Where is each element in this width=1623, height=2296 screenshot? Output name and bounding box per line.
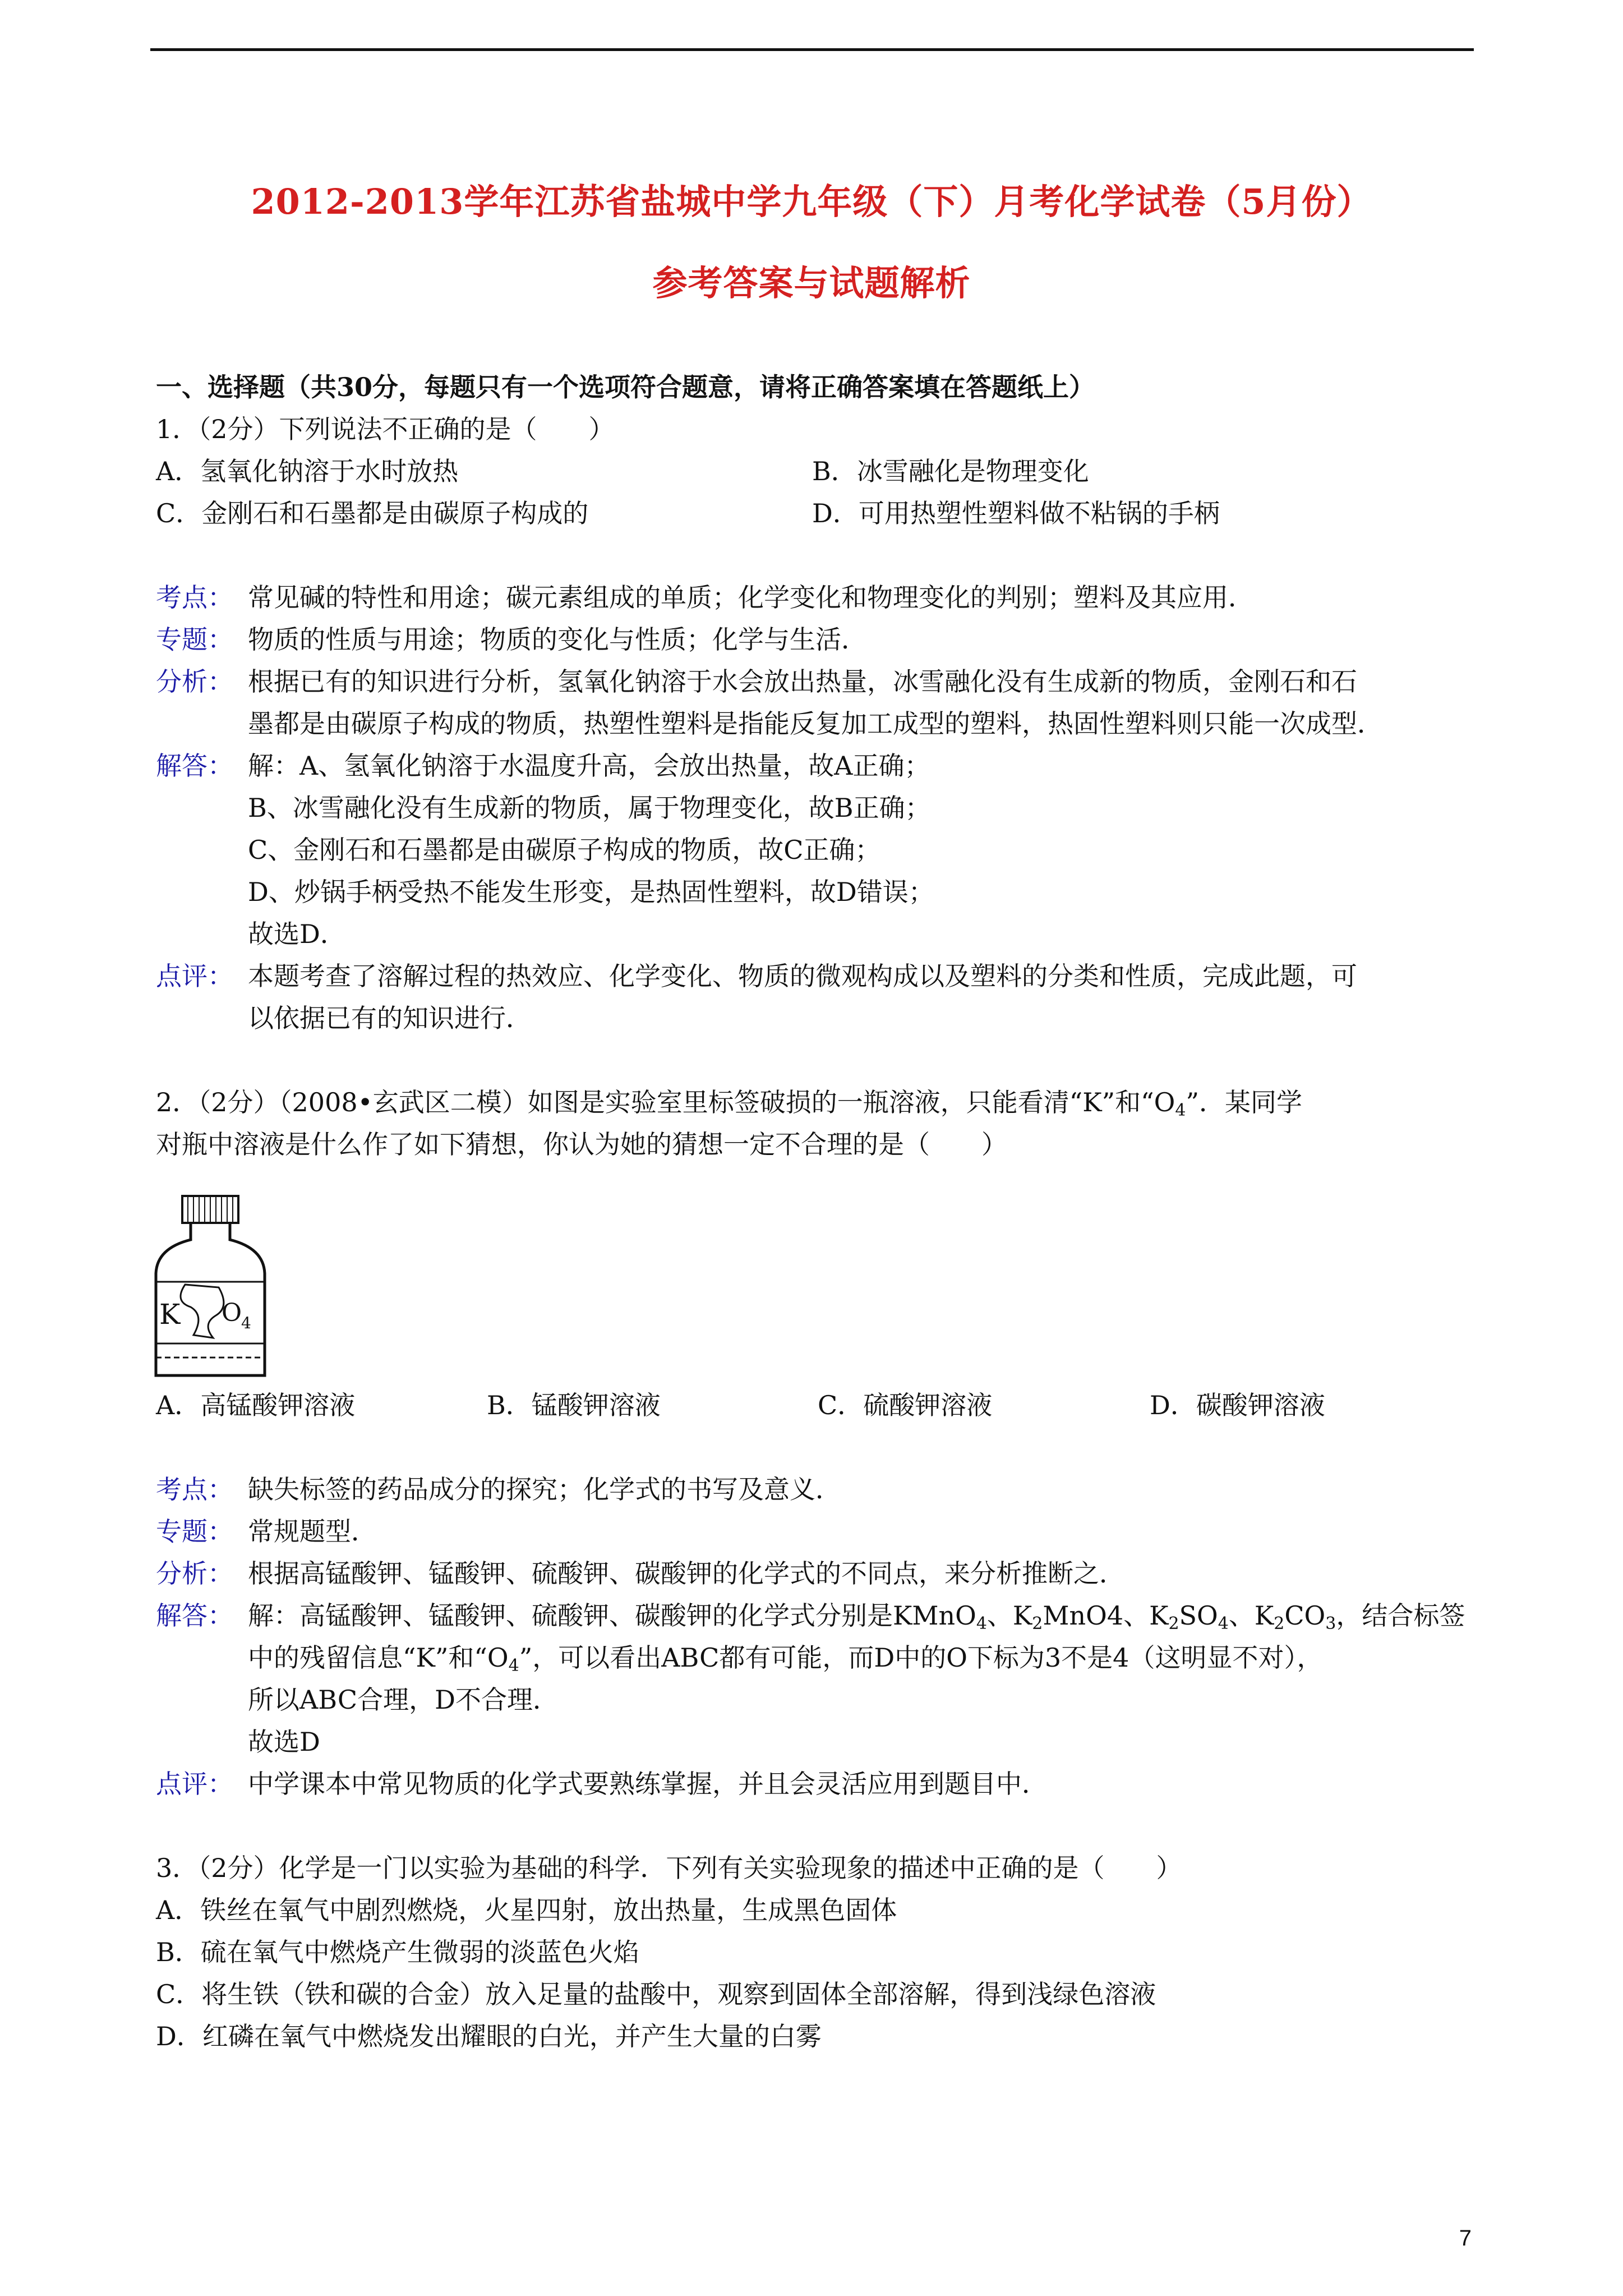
q1-option-b: B．冰雪融化是物理变化	[812, 456, 1089, 486]
q1-option-d: D．可用热塑性塑料做不粘锅的手柄	[812, 498, 1220, 528]
q2-jieda-line3: 所以ABC合理，D不合理．	[248, 1685, 559, 1715]
page-number: 7	[1459, 2226, 1472, 2251]
q2-jieda-line2	[248, 1641, 1322, 1674]
q2-jieda-text-m5: CO	[1284, 1600, 1326, 1631]
q2-jieda-sub-5: 2	[1274, 1614, 1285, 1634]
q3-option-d: D．红磷在氧气中燃烧发出耀眼的白光，并产生大量的白雾	[156, 2021, 822, 2051]
q1-jieda-line4: D、炒锅手柄受热不能发生形变，是热固性塑料，故D错误；	[248, 877, 934, 907]
q1-jieda-line5: 故选D．	[248, 919, 346, 949]
q2-stem-line1	[156, 1085, 1302, 1119]
q2-option-b: B．锰酸钾溶液	[487, 1390, 661, 1420]
q2-dianping: 中学课本中常见物质的化学式要熟练掌握，并且会灵活应用到题目中．	[248, 1769, 1048, 1799]
q2-stem-line2: 对瓶中溶液是什么作了如下猜想，你认为她的猜想一定不合理的是（ ）	[156, 1129, 1007, 1159]
q2-jieda-line2-text-a: 中的残留信息“K”和“O	[248, 1642, 509, 1673]
q2-jieda-sub-3: 2	[1168, 1614, 1179, 1634]
q2-stem-subscript: 4	[1175, 1101, 1186, 1120]
q2-zhuanti: 常规题型．	[248, 1516, 377, 1547]
q3-option-a: A．铁丝在氧气中剧烈燃烧，火星四射，放出热量，生成黑色固体	[156, 1895, 897, 1925]
q2-jieda-line2-sub: 4	[508, 1656, 519, 1676]
q2-jieda-text-m2: MnO4、K	[1043, 1600, 1169, 1631]
q1-kaodian-label: 考点：	[156, 582, 233, 613]
q1-jieda-label: 解答：	[156, 751, 233, 781]
q2-jieda-text-m4: 、K	[1228, 1600, 1274, 1631]
q2-jieda-sub-2: 2	[1032, 1614, 1043, 1634]
q2-kaodian: 缺失标签的药品成分的探究；化学式的书写及意义．	[248, 1474, 841, 1504]
q2-jieda-label: 解答：	[156, 1600, 233, 1631]
q1-dianping-label: 点评：	[156, 961, 233, 991]
q1-fenxi-line1: 根据已有的知识进行分析，氢氧化钠溶于水会放出热量，冰雪融化没有生成新的物质，金刚石和石	[248, 666, 1357, 697]
q1-option-a: A．氢氧化钠溶于水时放热	[156, 456, 459, 486]
q2-jieda-line1	[248, 1599, 1465, 1632]
bottle-label-o: O	[222, 1299, 242, 1327]
reagent-bottle-figure	[151, 1195, 269, 1380]
bottle-label-k: K	[159, 1298, 181, 1331]
q3-option-c: C．将生铁（铁和碳的合金）放入足量的盐酸中，观察到固体全部溶解，得到浅绿色溶液	[156, 1979, 1156, 2009]
q2-zhuanti-label: 专题：	[156, 1516, 233, 1547]
q2-fenxi-label: 分析：	[156, 1558, 233, 1589]
q2-stem-text-b: ”．某同学	[1186, 1087, 1302, 1117]
q1-fenxi-label: 分析：	[156, 666, 233, 697]
q2-jieda-text-pre: 解：高锰酸钾、锰酸钾、硫酸钾、碳酸钾的化学式分别是KMnO	[248, 1600, 976, 1631]
q2-option-d: D．碳酸钾溶液	[1150, 1390, 1325, 1420]
q2-option-c: C．硫酸钾溶液	[818, 1390, 993, 1420]
q1-jieda-line3: C、金刚石和石墨都是由碳原子构成的物质，故C正确；	[248, 835, 881, 865]
q2-jieda-sub-6: 3	[1325, 1614, 1336, 1634]
q2-kaodian-label: 考点：	[156, 1474, 233, 1504]
q2-jieda-sub-4: 4	[1218, 1614, 1229, 1634]
q1-jieda-line2: B、冰雪融化没有生成新的物质，属于物理变化，故B正确；	[248, 793, 931, 823]
q2-fenxi: 根据高锰酸钾、锰酸钾、硫酸钾、碳酸钾的化学式的不同点，来分析推断之．	[248, 1558, 1125, 1589]
q1-dianping-line1: 本题考查了溶解过程的热效应、化学变化、物质的微观构成以及塑料的分类和性质，完成此题，可	[248, 961, 1357, 991]
q1-zhuanti: 物质的性质与用途；物质的变化与性质；化学与生活．	[248, 624, 867, 655]
q1-jieda-line1: 解：A、氢氧化钠溶于水温度升高，会放出热量，故A正确；	[248, 751, 930, 781]
q2-jieda-line2-text-b: ”，可以看出ABC都有可能，而D中的O下标为3不是4（这明显不对），	[519, 1642, 1323, 1673]
q2-jieda-sub-1: 4	[976, 1614, 987, 1634]
q2-dianping-label: 点评：	[156, 1769, 233, 1799]
q1-kaodian: 常见碱的特性和用途；碳元素组成的单质；化学变化和物理变化的判别；塑料及其应用．	[248, 582, 1254, 613]
q1-zhuanti-label: 专题：	[156, 624, 233, 655]
q3-stem: 3．（2分）化学是一门以实验为基础的科学．下列有关实验现象的描述中正确的是（ ）	[156, 1853, 1182, 1883]
page-subtitle: 参考答案与试题解析	[652, 263, 971, 303]
q2-jieda-text-post: ，结合标签	[1336, 1600, 1465, 1631]
q1-option-c: C．金刚石和石墨都是由碳原子构成的	[156, 498, 589, 528]
q1-fenxi-line2: 墨都是由碳原子构成的物质，热塑性塑料是指能反复加工成型的塑料，热固性塑料则只能一次成型．	[248, 708, 1383, 739]
q2-jieda-text-m1: 、K	[986, 1600, 1032, 1631]
torn-label-mark	[181, 1285, 224, 1338]
q2-jieda-text-m3: SO	[1179, 1600, 1218, 1631]
page-title: 2012-2013学年江苏省盐城中学九年级（下）月考化学试卷（5月份）	[251, 181, 1372, 222]
q3-option-b: B．硫在氧气中燃烧产生微弱的淡蓝色火焰	[156, 1937, 639, 1967]
q1-stem: 1．（2分）下列说法不正确的是（ ）	[156, 414, 615, 444]
bottle-label-subscript: 4	[241, 1314, 251, 1332]
q1-dianping-line2: 以依据已有的知识进行．	[248, 1003, 532, 1033]
section-heading: 一、选择题（共30分，每题只有一个选项符合题意，请将正确答案填在答题纸上）	[156, 372, 1095, 402]
q2-option-a: A．高锰酸钾溶液	[156, 1390, 356, 1420]
q2-stem-text-a: 2．（2分）（2008•玄武区二模）如图是实验室里标签破损的一瓶溶液，只能看清“K”和“O	[156, 1087, 1175, 1117]
q2-jieda-line4: 故选D	[248, 1727, 320, 1757]
top-rule	[150, 48, 1474, 51]
